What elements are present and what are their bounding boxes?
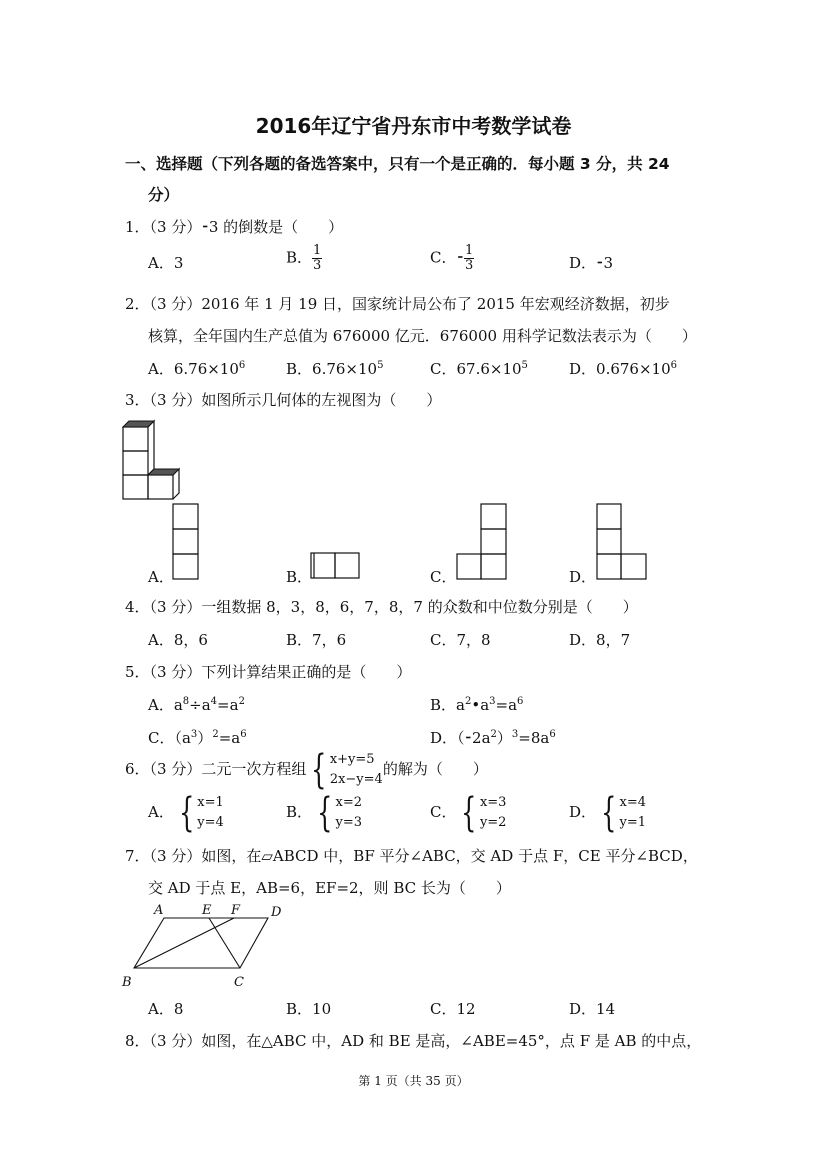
- section-header-line2: 分）: [148, 186, 180, 204]
- q4-option-a: A．8，6: [148, 631, 208, 649]
- q3-solid-figure: [118, 412, 188, 502]
- q7-label-a: A: [154, 903, 164, 918]
- q5-option-a: A．$a^8\div a^4=a^2$: [148, 696, 245, 714]
- q1-option-b: B． $\frac{1}{3}$: [286, 243, 322, 273]
- q3-option-c: C．: [430, 568, 457, 586]
- q1-option-a: A．3: [148, 254, 184, 272]
- q6-option-d: D． { x=4 y=1: [569, 790, 646, 836]
- q1-option-c: C．⁃ $\frac{1}{3}$: [430, 243, 474, 273]
- q7-label-f: F: [231, 903, 241, 918]
- q3-option-c-figure: [456, 503, 508, 581]
- page-title: 2016年辽宁省丹东市中考数学试卷: [255, 114, 572, 138]
- q2-option-b: B．$6.76\times 10^5$: [286, 360, 384, 378]
- q1-text: 1．（3 分）⁃3 的倒数是（ ）: [125, 218, 344, 236]
- q3-option-b-figure: [310, 552, 362, 580]
- q4-text: 4．（3 分）一组数据 8，3，8，6，7，8，7 的众数和中位数分别是（ ）: [125, 598, 638, 616]
- q3-text: 3．（3 分）如图所示几何体的左视图为（ ）: [125, 391, 442, 409]
- q2-option-d: D．$0.676\times 10^6$: [569, 360, 677, 378]
- q6-option-b: B． { x=2 y=3: [286, 790, 362, 836]
- q6-option-c: C． { x=3 y=2: [430, 790, 507, 836]
- q3-option-a-figure: [172, 503, 200, 581]
- q2-option-c: C．$67.6\times 10^5$: [430, 360, 528, 378]
- q7-label-c: C: [234, 975, 244, 990]
- q7-option-a: A．8: [148, 1000, 184, 1018]
- q5-option-c: C．$(a^3)^2=a^6$: [148, 729, 247, 747]
- q4-option-d: D．8，7: [569, 631, 631, 649]
- q4-option-c: C．7，8: [430, 631, 491, 649]
- q2-line1: 2．（3 分）2016 年 1 月 19 日，国家统计局公布了 2015 年宏观经济数据，初步: [125, 295, 670, 313]
- q3-option-d: D．: [569, 568, 597, 586]
- section-header-line1: 一、选择题（下列各题的备选答案中，只有一个是正确的．每小题 3 分，共 24: [125, 155, 670, 173]
- q7-line1: 7．（3 分）如图，在▱ABCD 中，BF 平分∠ABC，交 AD 于点 F，CE 平分∠BCD，: [125, 847, 698, 865]
- q2-option-a: A．$6.76\times 10^6$: [148, 360, 246, 378]
- q5-option-b: B．$a^2•a^3=a^6$: [430, 696, 524, 714]
- q7-line2: 交 AD 于点 E，AB=6，EF=2，则 BC 长为（ ）: [148, 879, 511, 897]
- q3-option-b: B．: [286, 568, 313, 586]
- q2-line2: 核算，全年国内生产总值为 676000 亿元．676000 用科学记数法表示为（ ）: [148, 327, 697, 345]
- q6-option-a: A． { x=1 y=4: [148, 790, 224, 836]
- q7-option-d: D．14: [569, 1000, 616, 1018]
- page-footer: 第 1 页（共 35 页）: [358, 1074, 469, 1088]
- q1-option-d: D．⁃3: [569, 254, 614, 272]
- q4-option-b: B．7，6: [286, 631, 347, 649]
- q3-option-a: A．: [148, 568, 174, 586]
- q7-option-c: C．12: [430, 1000, 476, 1018]
- q7-label-b: B: [122, 975, 132, 990]
- q7-label-d: D: [271, 905, 282, 920]
- q8-line1: 8．（3 分）如图，在△ABC 中，AD 和 BE 是高，∠ABE=45°，点 F 是 AB 的中点，: [125, 1032, 702, 1050]
- q7-label-e: E: [202, 903, 212, 918]
- q5-text: 5．（3 分）下列计算结果正确的是（ ）: [125, 663, 412, 681]
- q6-text: 6．（3 分）二元一次方程组 { x+y=5 2x−y=4 的解为（ ）: [125, 747, 488, 793]
- q7-parallelogram-figure: [116, 900, 296, 992]
- q5-option-d: D．$(⁃2a^2)^3=8a^6$: [430, 729, 556, 747]
- q7-option-b: B．10: [286, 1000, 332, 1018]
- q3-option-d-figure: [596, 503, 648, 581]
